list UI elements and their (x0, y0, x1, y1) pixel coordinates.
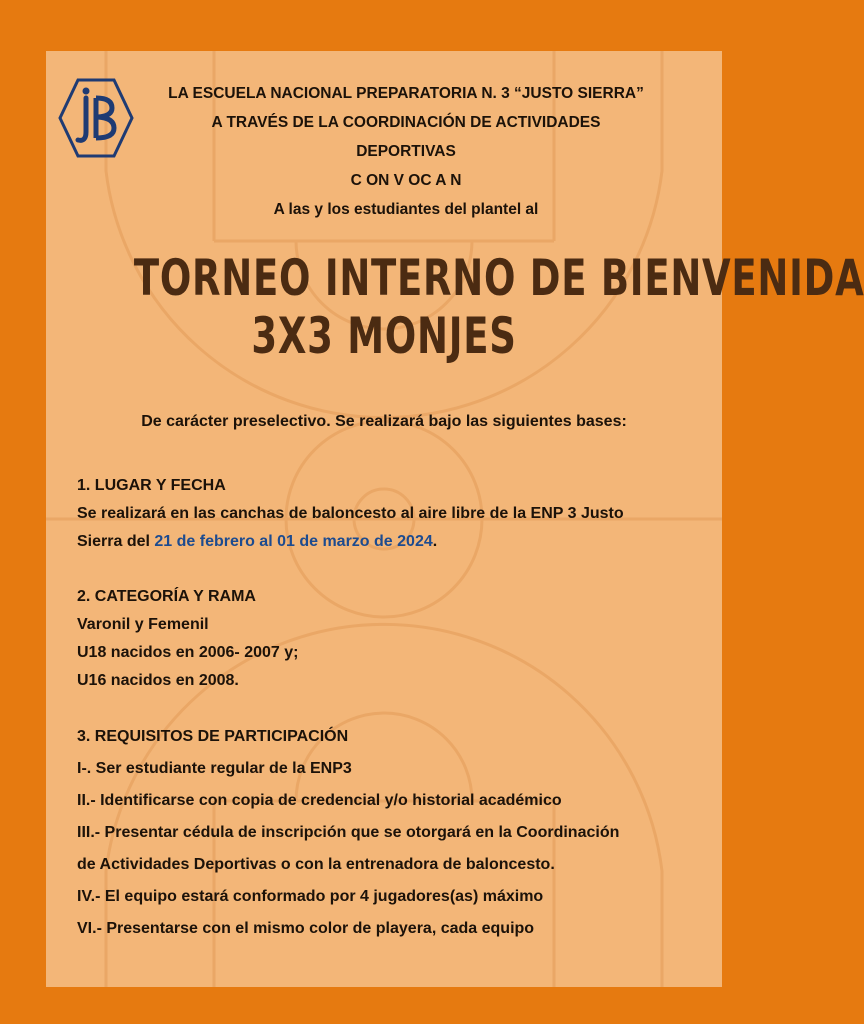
header-line-deportivas: DEPORTIVAS (356, 143, 456, 160)
section-line: U18 nacidos en 2006- 2007 y; (77, 644, 299, 661)
date-prefix: Sierra del (77, 533, 155, 550)
header-line-convocan: C ON V OC A N (350, 172, 462, 189)
title-line-1: TORNEO INTERNO DE BIENVENIDA (133, 249, 864, 307)
section-line: II.- Identificarse con copia de credencial y/o historial académico (77, 792, 562, 809)
section-line: Varonil y Femenil (77, 616, 209, 633)
section-heading: 2. CATEGORÍA Y RAMA (77, 588, 256, 605)
date-highlight: 21 de febrero al 01 de marzo de 2024 (154, 533, 433, 550)
header-line-school: LA ESCUELA NACIONAL PREPARATORIA N. 3 “JUSTO SIERRA” (168, 85, 644, 102)
header-line-audience: A las y los estudiantes del plantel al (273, 201, 539, 218)
section-heading: 3. REQUISITOS DE PARTICIPACIÓN (77, 728, 349, 745)
section-heading: 1. LUGAR Y FECHA (77, 477, 226, 494)
section-categoria-rama (77, 583, 717, 695)
section-line: VI.- Presentarse con el mismo color de playera, cada equipo (77, 920, 535, 937)
date-suffix: . (432, 533, 438, 550)
section-line: III.- Presentar cédula de inscripción que se otorgará en la Coordinación (77, 824, 620, 841)
section-line: U16 nacidos en 2008. (77, 672, 239, 689)
section-line: Se realizará en las canchas de baloncesto al aire libre de la ENP 3 Justo (77, 505, 624, 522)
title-line-2: 3X3 MONJES (251, 307, 517, 365)
header-block (106, 79, 706, 224)
intro-text: De carácter preselectivo. Se realizará bajo las siguientes bases: (141, 413, 627, 430)
section-line: IV.- El equipo estará conformado por 4 jugadores(as) máximo (77, 888, 544, 905)
section-line (77, 528, 717, 556)
section-requisitos (77, 721, 717, 945)
header-line-coordination: A TRAVÉS DE LA COORDINACIÓN DE ACTIVIDADES (211, 114, 601, 131)
section-line: I-. Ser estudiante regular de la ENP3 (77, 760, 352, 777)
section-lugar-fecha (77, 472, 717, 556)
poster-panel (46, 51, 864, 987)
section-line: de Actividades Deportivas o con la entrenadora de baloncesto. (77, 856, 555, 873)
tournament-title (133, 249, 864, 365)
